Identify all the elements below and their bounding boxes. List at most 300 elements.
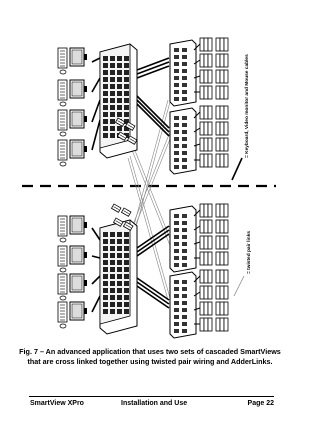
slave-port [182,294,187,298]
monitor-screen [72,304,82,318]
server-blade [200,318,204,331]
workstation [58,80,87,106]
port [103,98,108,103]
mouse-icon [60,70,66,74]
port [110,98,115,103]
mouse-icon [60,238,66,242]
port [110,239,115,244]
port [124,84,129,89]
server-blade [224,86,228,99]
server-blade [208,86,212,99]
monitor-stand [84,280,87,286]
workstation [58,110,87,136]
server-icon [200,54,212,67]
slave-port [182,249,187,253]
adderlink-box [112,204,121,212]
server-blade [216,318,220,331]
server-blade [216,204,220,217]
server-blade [216,154,220,167]
port [117,281,122,286]
server-icon [200,204,212,217]
slave-port [174,130,179,134]
slave-port [174,90,179,94]
server-blade [204,54,208,67]
server-blade [220,38,224,51]
slave-port [174,294,179,298]
slave-port [174,315,179,319]
server-blade [224,318,228,331]
figure-caption [10,347,290,366]
slave-port [174,263,179,267]
port [110,126,115,131]
monitor-screen [72,50,82,64]
slave-port [174,151,179,155]
port [124,105,129,110]
monitor-screen [72,112,82,126]
server-icon [200,270,212,283]
server-blade [216,106,220,119]
server-icon [216,154,228,167]
port [124,309,129,314]
port [103,91,108,96]
server-blade [220,122,224,135]
port [124,288,129,293]
server-icon [216,54,228,67]
port [103,246,108,251]
server-blade [200,302,204,315]
server-blade [204,270,208,283]
slave-port [174,97,179,101]
server-blade [200,220,204,233]
port [110,232,115,237]
page-footer [30,399,274,409]
footer-page-number: Page 22 [247,400,274,407]
server-blade [220,318,224,331]
port [110,77,115,82]
server-blade [216,286,220,299]
monitor-screen [72,142,82,156]
slave-unit [170,106,228,174]
server-blade [200,236,204,249]
port [117,253,122,258]
server-blade [216,38,220,51]
server-blade [220,236,224,249]
slave-port [174,322,179,326]
port [124,77,129,82]
slave-port [174,123,179,127]
port [110,56,115,61]
port [117,260,122,265]
server-blade [204,236,208,249]
port [124,295,129,300]
slave-port [182,315,187,319]
server-icon [200,154,212,167]
server-blade [200,54,204,67]
port [117,105,122,110]
port [103,309,108,314]
server-blade [204,286,208,299]
server-blade [220,286,224,299]
server-blade [208,106,212,119]
port [124,302,129,307]
slave-port [182,90,187,94]
port [103,267,108,272]
slave-port [182,130,187,134]
slave-unit [170,38,228,106]
slave-port [174,55,179,59]
port [110,91,115,96]
slave-port [174,308,179,312]
server-blade [200,86,204,99]
slave-switch-units [170,38,228,338]
server-blade [224,54,228,67]
monitor-stand [84,116,87,122]
server-blade [208,54,212,67]
server-blade [216,138,220,151]
server-icon [200,70,212,83]
port [103,112,108,117]
monitor-stand [84,252,87,258]
port [110,105,115,110]
workstation [58,246,87,272]
port [110,70,115,75]
server-blade [204,302,208,315]
slave-unit [170,270,228,338]
server-blade [224,138,228,151]
slave-port [174,249,179,253]
server-icon [216,236,228,249]
mouse-icon [60,102,66,106]
slave-port [174,287,179,291]
server-icon [216,318,228,331]
server-blade [208,70,212,83]
server-blade [220,302,224,315]
slave-port [182,280,187,284]
server-icon [200,318,212,331]
workstation [58,216,87,242]
port [117,267,122,272]
port [103,232,108,237]
port [117,302,122,307]
server-icon [200,236,212,249]
slave-port [182,76,187,80]
slave-port [182,322,187,326]
port [110,119,115,124]
monitor-stand [84,222,87,228]
legend-kvm-text: = Keyboard, Video monitor and Mouse cables [245,54,250,158]
port [117,239,122,244]
server-blade [208,220,212,233]
port [103,133,108,138]
server-icon [200,86,212,99]
server-icon [216,270,228,283]
port [117,112,122,117]
mouse-icon [60,162,66,166]
server-icon [200,106,212,119]
slave-port [174,62,179,66]
slave-port [182,48,187,52]
server-blade [220,204,224,217]
server-blade [204,154,208,167]
server-blade [208,252,212,265]
server-icon [200,38,212,51]
slave-port [174,235,179,239]
slave-port [182,242,187,246]
port [103,77,108,82]
port [110,112,115,117]
slave-port [174,76,179,80]
port [103,281,108,286]
port [103,56,108,61]
port [103,288,108,293]
slave-port [182,137,187,141]
port [110,133,115,138]
server-icon [200,286,212,299]
slave-port [174,256,179,260]
server-blade [208,138,212,151]
server-blade [208,38,212,51]
server-blade [220,54,224,67]
server-blade [220,138,224,151]
server-icon [200,122,212,135]
port [117,56,122,61]
server-blade [200,270,204,283]
server-icon [200,252,212,265]
server-icon [200,138,212,151]
port [103,63,108,68]
slave-port [174,69,179,73]
slave-port [182,116,187,120]
server-blade [208,122,212,135]
port [124,267,129,272]
server-blade [204,106,208,119]
server-blade [216,70,220,83]
slave-port [174,214,179,218]
monitor-screen [72,82,82,96]
slave-port [174,158,179,162]
port [103,239,108,244]
server-blade [200,106,204,119]
workstation [58,274,87,300]
server-blade [220,220,224,233]
slave-port [182,165,187,169]
server-blade [220,86,224,99]
server-blade [216,302,220,315]
port [110,84,115,89]
server-blade [208,270,212,283]
port [124,91,129,96]
slave-port [174,242,179,246]
slave-port [182,151,187,155]
port [124,239,129,244]
port [103,105,108,110]
port [124,232,129,237]
server-blade [224,38,228,51]
port [110,281,115,286]
server-icon [216,252,228,265]
mouse-icon [60,296,66,300]
monitor-stand [84,308,87,314]
port [110,260,115,265]
server-blade [224,106,228,119]
slave-port [182,235,187,239]
server-icon [216,38,228,51]
server-blade [220,70,224,83]
monitor-screen [72,218,82,232]
server-blade [204,220,208,233]
port [110,295,115,300]
port [124,253,129,258]
slave-port [174,83,179,87]
slave-port [182,329,187,333]
server-blade [224,154,228,167]
port [110,267,115,272]
server-icon [200,220,212,233]
monitor-stand [84,86,87,92]
slave-port [174,165,179,169]
workstation [58,302,87,328]
slave-port [174,137,179,141]
port [117,232,122,237]
workstation-group-top [58,48,87,166]
server-blade [220,154,224,167]
port [103,119,108,124]
server-blade [208,154,212,167]
server-blade [200,38,204,51]
port [117,91,122,96]
server-blade [200,286,204,299]
adderlink-box [122,208,131,216]
port [110,288,115,293]
mouse-icon [60,324,66,328]
server-blade [220,252,224,265]
master-switch-bottom [100,220,137,334]
slave-port [174,301,179,305]
port [103,295,108,300]
port [103,260,108,265]
slave-port [182,55,187,59]
slave-port [182,83,187,87]
mouse-icon [60,132,66,136]
caption-line-2: that are cross linked together using twisted pair wiring and AdderLinks. [27,356,273,366]
port [124,246,129,251]
server-blade [208,286,212,299]
port [110,246,115,251]
server-icon [216,286,228,299]
port [117,98,122,103]
server-blade [208,204,212,217]
server-icon [216,122,228,135]
port [103,84,108,89]
server-blade [208,318,212,331]
port [110,309,115,314]
slave-port [174,329,179,333]
server-icon [216,302,228,315]
port [117,309,122,314]
server-icon [216,220,228,233]
slave-port [174,48,179,52]
port [103,70,108,75]
monitor-screen [72,276,82,290]
server-icon [216,106,228,119]
footer-rule [29,396,274,397]
port [124,56,129,61]
server-blade [216,252,220,265]
server-blade [224,286,228,299]
server-blade [224,122,228,135]
server-blade [200,138,204,151]
server-blade [200,154,204,167]
slave-port [182,228,187,232]
monitor-stand [84,146,87,152]
server-blade [200,204,204,217]
port [103,274,108,279]
server-blade [216,236,220,249]
slave-port [182,158,187,162]
legend-kvm-line [232,158,242,180]
caption-line-1: Fig. 7 – An advanced application that uses two sets of cascaded SmartViews [19,347,281,356]
legend-twisted-text: = twisted pair links [247,230,252,274]
port [110,253,115,258]
port [103,302,108,307]
port [124,281,129,286]
server-blade [216,54,220,67]
server-blade [204,38,208,51]
port [124,70,129,75]
server-icon [216,204,228,217]
port [117,288,122,293]
slave-port [174,228,179,232]
port [117,126,122,131]
mouse-icon [60,268,66,272]
monitor-stand [84,54,87,60]
slave-port [182,97,187,101]
server-blade [208,236,212,249]
port [103,253,108,258]
slave-port [182,62,187,66]
port [110,63,115,68]
slave-port [174,144,179,148]
server-blade [204,70,208,83]
server-blade [204,138,208,151]
server-blade [224,70,228,83]
server-blade [216,220,220,233]
port [117,246,122,251]
server-blade [204,252,208,265]
server-blade [224,270,228,283]
slave-port [182,144,187,148]
slave-port [182,123,187,127]
server-blade [216,122,220,135]
slave-unit [170,204,228,272]
slave-port [182,214,187,218]
port [117,77,122,82]
port [124,112,129,117]
server-blade [204,318,208,331]
server-blade [224,204,228,217]
slave-port [174,221,179,225]
server-blade [204,122,208,135]
server-blade [216,270,220,283]
workstation [58,140,87,166]
port [117,295,122,300]
server-blade [200,122,204,135]
slave-port [174,280,179,284]
server-icon [216,70,228,83]
port [124,98,129,103]
server-blade [220,270,224,283]
server-blade [204,204,208,217]
